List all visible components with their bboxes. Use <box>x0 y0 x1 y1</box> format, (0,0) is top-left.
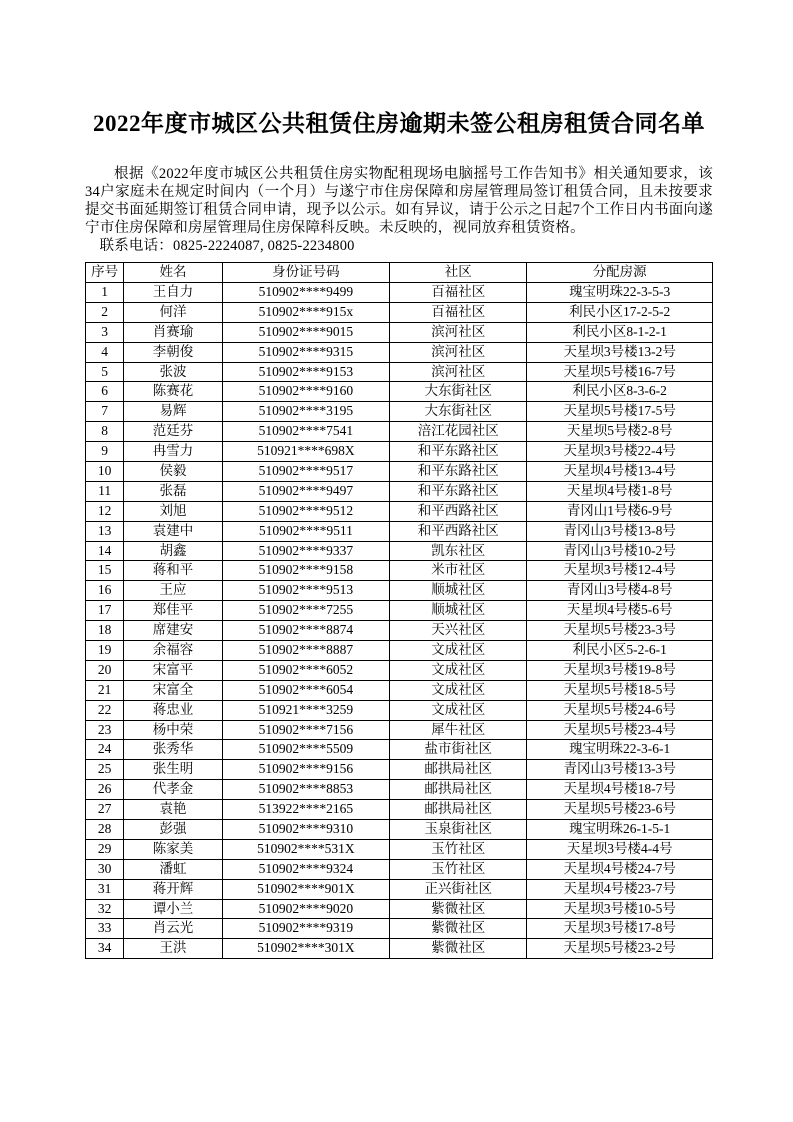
column-header-name: 姓名 <box>124 263 222 283</box>
cell-index: 15 <box>86 561 124 581</box>
cell-name: 冉雪力 <box>124 442 222 462</box>
cell-housing: 利民小区17-2-5-2 <box>527 302 713 322</box>
cell-community: 涪江花园社区 <box>390 422 527 442</box>
table-row <box>86 581 713 601</box>
cell-name: 王自力 <box>124 282 222 302</box>
table-row <box>86 660 713 680</box>
cell-index: 10 <box>86 461 124 481</box>
cell-name: 陈赛花 <box>124 382 222 402</box>
cell-name: 刘旭 <box>124 501 222 521</box>
cell-community: 犀牛社区 <box>390 720 527 740</box>
table-row <box>86 461 713 481</box>
cell-id-number: 510902****7255 <box>222 601 389 621</box>
cell-housing: 利民小区8-3-6-2 <box>527 382 713 402</box>
cell-housing: 青冈山3号楼13-8号 <box>527 521 713 541</box>
cell-index: 24 <box>86 740 124 760</box>
cell-community: 和平西路社区 <box>390 521 527 541</box>
cell-community: 和平东路社区 <box>390 442 527 462</box>
cell-housing: 天星坝3号楼17-8号 <box>527 919 713 939</box>
cell-index: 28 <box>86 819 124 839</box>
cell-name: 宋富全 <box>124 680 222 700</box>
cell-name: 袁艳 <box>124 800 222 820</box>
cell-name: 张磊 <box>124 481 222 501</box>
cell-housing: 青冈山3号楼13-3号 <box>527 760 713 780</box>
cell-id-number: 510902****9319 <box>222 919 389 939</box>
table-row <box>86 720 713 740</box>
cell-name: 席建安 <box>124 621 222 641</box>
cell-name: 蒋忠业 <box>124 700 222 720</box>
cell-housing: 天星坝5号楼23-4号 <box>527 720 713 740</box>
cell-name: 王应 <box>124 581 222 601</box>
table-row <box>86 601 713 621</box>
cell-housing: 天星坝4号楼23-7号 <box>527 879 713 899</box>
cell-id-number: 510902****6052 <box>222 660 389 680</box>
cell-index: 22 <box>86 700 124 720</box>
table-row <box>86 879 713 899</box>
cell-community: 文成社区 <box>390 680 527 700</box>
table-row <box>86 501 713 521</box>
cell-housing: 瑰宝明珠22-3-5-3 <box>527 282 713 302</box>
cell-community: 大东街社区 <box>390 402 527 422</box>
cell-community: 凯东社区 <box>390 541 527 561</box>
cell-name: 宋富平 <box>124 660 222 680</box>
cell-community: 百福社区 <box>390 282 527 302</box>
intro-paragraph: 根据《2022年度市城区公共租赁住房实物配租现场电脑摇号工作告知书》相关通知要求，该34户家庭未在规定时间内（一个月）与遂宁市住房保障和房屋管理局签订租赁合同，且未按要求提交书面延期签订租赁合同申请，现予以公示。如有异议，请于公示之日起7个工作日内书面向遂宁市住房保障和房屋管理局住房保障科反映。未反映的，视同放弃租赁资格。 <box>85 166 713 237</box>
cell-name: 余福容 <box>124 640 222 660</box>
cell-id-number: 510902****7541 <box>222 422 389 442</box>
cell-index: 23 <box>86 720 124 740</box>
cell-id-number: 510902****301X <box>222 939 389 959</box>
header-row <box>86 263 713 283</box>
table-row <box>86 839 713 859</box>
cell-index: 26 <box>86 780 124 800</box>
cell-community: 文成社区 <box>390 640 527 660</box>
cell-community: 滨河社区 <box>390 322 527 342</box>
cell-id-number: 510902****9513 <box>222 581 389 601</box>
cell-housing: 天星坝3号楼13-2号 <box>527 342 713 362</box>
cell-index: 16 <box>86 581 124 601</box>
cell-community: 文成社区 <box>390 660 527 680</box>
cell-id-number: 510902****9156 <box>222 760 389 780</box>
table-row <box>86 302 713 322</box>
cell-id-number: 510902****9512 <box>222 501 389 521</box>
table-row <box>86 919 713 939</box>
cell-community: 米市社区 <box>390 561 527 581</box>
cell-housing: 利民小区5-2-6-1 <box>527 640 713 660</box>
cell-name: 郑佳平 <box>124 601 222 621</box>
cell-id-number: 510902****9153 <box>222 362 389 382</box>
cell-name: 杨中荣 <box>124 720 222 740</box>
cell-housing: 瑰宝明珠26-1-5-1 <box>527 819 713 839</box>
table-row <box>86 442 713 462</box>
table-row <box>86 342 713 362</box>
cell-index: 29 <box>86 839 124 859</box>
table-row <box>86 521 713 541</box>
cell-name: 袁建中 <box>124 521 222 541</box>
table-row <box>86 561 713 581</box>
cell-index: 21 <box>86 680 124 700</box>
table-row <box>86 939 713 959</box>
cell-name: 彭强 <box>124 819 222 839</box>
table-row <box>86 282 713 302</box>
cell-community: 顺城社区 <box>390 581 527 601</box>
cell-name: 胡鑫 <box>124 541 222 561</box>
cell-community: 紫微社区 <box>390 899 527 919</box>
cell-index: 11 <box>86 481 124 501</box>
cell-index: 1 <box>86 282 124 302</box>
cell-housing: 天星坝5号楼17-5号 <box>527 402 713 422</box>
cell-housing: 天星坝3号楼12-4号 <box>527 561 713 581</box>
cell-id-number: 510902****9015 <box>222 322 389 342</box>
cell-id-number: 510902****3195 <box>222 402 389 422</box>
cell-community: 正兴街社区 <box>390 879 527 899</box>
column-header-index: 序号 <box>86 263 124 283</box>
cell-community: 玉泉街社区 <box>390 819 527 839</box>
cell-name: 张秀华 <box>124 740 222 760</box>
cell-index: 27 <box>86 800 124 820</box>
cell-index: 9 <box>86 442 124 462</box>
page-title: 2022年度市城区公共租赁住房逾期未签公租房租赁合同名单 <box>93 111 705 136</box>
table-row <box>86 760 713 780</box>
table-row <box>86 680 713 700</box>
cell-name: 李朝俊 <box>124 342 222 362</box>
cell-community: 邮拱局社区 <box>390 800 527 820</box>
cell-name: 代孝金 <box>124 780 222 800</box>
table-body <box>86 282 713 958</box>
cell-housing: 青冈山1号楼6-9号 <box>527 501 713 521</box>
tenant-table <box>85 262 713 959</box>
cell-name: 范廷芬 <box>124 422 222 442</box>
cell-housing: 天星坝5号楼23-3号 <box>527 621 713 641</box>
cell-index: 34 <box>86 939 124 959</box>
cell-index: 30 <box>86 859 124 879</box>
cell-community: 文成社区 <box>390 700 527 720</box>
cell-housing: 天星坝4号楼24-7号 <box>527 859 713 879</box>
cell-index: 20 <box>86 660 124 680</box>
cell-id-number: 510902****9160 <box>222 382 389 402</box>
table-row <box>86 382 713 402</box>
cell-index: 5 <box>86 362 124 382</box>
cell-housing: 天星坝5号楼16-7号 <box>527 362 713 382</box>
contact-line: 联系电话：0825-2224087, 0825-2234800 <box>99 238 355 255</box>
cell-name: 谭小兰 <box>124 899 222 919</box>
cell-housing: 天星坝4号楼1-8号 <box>527 481 713 501</box>
cell-index: 13 <box>86 521 124 541</box>
cell-community: 顺城社区 <box>390 601 527 621</box>
cell-housing: 天星坝5号楼23-2号 <box>527 939 713 959</box>
cell-id-number: 510902****9020 <box>222 899 389 919</box>
cell-index: 25 <box>86 760 124 780</box>
cell-housing: 天星坝3号楼10-5号 <box>527 899 713 919</box>
table-row <box>86 541 713 561</box>
cell-id-number: 510902****9499 <box>222 282 389 302</box>
cell-index: 33 <box>86 919 124 939</box>
cell-community: 滨河社区 <box>390 362 527 382</box>
cell-id-number: 510902****9324 <box>222 859 389 879</box>
cell-id-number: 510902****9517 <box>222 461 389 481</box>
cell-name: 张生明 <box>124 760 222 780</box>
cell-id-number: 510921****3259 <box>222 700 389 720</box>
cell-id-number: 510902****6054 <box>222 680 389 700</box>
cell-index: 32 <box>86 899 124 919</box>
cell-name: 陈家美 <box>124 839 222 859</box>
table-row <box>86 640 713 660</box>
cell-id-number: 510902****901X <box>222 879 389 899</box>
table-row <box>86 362 713 382</box>
cell-community: 玉竹社区 <box>390 839 527 859</box>
table-row <box>86 481 713 501</box>
cell-name: 肖云光 <box>124 919 222 939</box>
cell-id-number: 510902****7156 <box>222 720 389 740</box>
cell-housing: 天星坝3号楼4-4号 <box>527 839 713 859</box>
cell-community: 大东街社区 <box>390 382 527 402</box>
cell-id-number: 510902****8887 <box>222 640 389 660</box>
column-header-housing: 分配房源 <box>527 263 713 283</box>
cell-community: 和平西路社区 <box>390 501 527 521</box>
cell-id-number: 510902****9337 <box>222 541 389 561</box>
table-row <box>86 700 713 720</box>
cell-housing: 天星坝5号楼24-6号 <box>527 700 713 720</box>
cell-community: 紫微社区 <box>390 939 527 959</box>
cell-housing: 青冈山3号楼10-2号 <box>527 541 713 561</box>
cell-housing: 利民小区8-1-2-1 <box>527 322 713 342</box>
cell-name: 潘虹 <box>124 859 222 879</box>
cell-index: 18 <box>86 621 124 641</box>
cell-housing: 天星坝4号楼13-4号 <box>527 461 713 481</box>
cell-name: 蒋开辉 <box>124 879 222 899</box>
cell-community: 邮拱局社区 <box>390 780 527 800</box>
cell-name: 蒋和平 <box>124 561 222 581</box>
table-row <box>86 800 713 820</box>
cell-community: 和平东路社区 <box>390 481 527 501</box>
cell-index: 17 <box>86 601 124 621</box>
column-header-community: 社区 <box>390 263 527 283</box>
cell-name: 肖赛瑜 <box>124 322 222 342</box>
cell-housing: 天星坝4号楼5-6号 <box>527 601 713 621</box>
cell-name: 王洪 <box>124 939 222 959</box>
cell-name: 张波 <box>124 362 222 382</box>
cell-id-number: 510902****9158 <box>222 561 389 581</box>
cell-id-number: 510902****915x <box>222 302 389 322</box>
table-row <box>86 740 713 760</box>
cell-id-number: 510902****8874 <box>222 621 389 641</box>
cell-housing: 瑰宝明珠22-3-6-1 <box>527 740 713 760</box>
cell-id-number: 510902****5509 <box>222 740 389 760</box>
cell-name: 何洋 <box>124 302 222 322</box>
cell-id-number: 513922****2165 <box>222 800 389 820</box>
cell-community: 百福社区 <box>390 302 527 322</box>
cell-community: 天兴社区 <box>390 621 527 641</box>
cell-id-number: 510902****9310 <box>222 819 389 839</box>
cell-housing: 天星坝4号楼18-7号 <box>527 780 713 800</box>
cell-id-number: 510902****8853 <box>222 780 389 800</box>
cell-id-number: 510902****9315 <box>222 342 389 362</box>
table-row <box>86 819 713 839</box>
cell-index: 8 <box>86 422 124 442</box>
cell-housing: 天星坝5号楼23-6号 <box>527 800 713 820</box>
cell-id-number: 510921****698X <box>222 442 389 462</box>
table-row <box>86 322 713 342</box>
cell-community: 盐市街社区 <box>390 740 527 760</box>
cell-housing: 青冈山3号楼4-8号 <box>527 581 713 601</box>
cell-index: 12 <box>86 501 124 521</box>
cell-index: 4 <box>86 342 124 362</box>
cell-community: 滨河社区 <box>390 342 527 362</box>
cell-index: 2 <box>86 302 124 322</box>
cell-index: 19 <box>86 640 124 660</box>
cell-housing: 天星坝3号楼19-8号 <box>527 660 713 680</box>
column-header-id-number: 身份证号码 <box>222 263 389 283</box>
cell-id-number: 510902****9497 <box>222 481 389 501</box>
cell-community: 和平东路社区 <box>390 461 527 481</box>
cell-index: 6 <box>86 382 124 402</box>
cell-housing: 天星坝5号楼18-5号 <box>527 680 713 700</box>
cell-community: 紫微社区 <box>390 919 527 939</box>
table-row <box>86 859 713 879</box>
cell-index: 3 <box>86 322 124 342</box>
cell-index: 31 <box>86 879 124 899</box>
cell-community: 玉竹社区 <box>390 859 527 879</box>
table-row <box>86 780 713 800</box>
cell-housing: 天星坝3号楼22-4号 <box>527 442 713 462</box>
table-row <box>86 422 713 442</box>
cell-index: 14 <box>86 541 124 561</box>
table-row <box>86 899 713 919</box>
cell-id-number: 510902****531X <box>222 839 389 859</box>
cell-name: 侯毅 <box>124 461 222 481</box>
cell-community: 邮拱局社区 <box>390 760 527 780</box>
table-row <box>86 402 713 422</box>
cell-housing: 天星坝5号楼2-8号 <box>527 422 713 442</box>
cell-index: 7 <box>86 402 124 422</box>
cell-name: 易辉 <box>124 402 222 422</box>
table-row <box>86 621 713 641</box>
cell-id-number: 510902****9511 <box>222 521 389 541</box>
